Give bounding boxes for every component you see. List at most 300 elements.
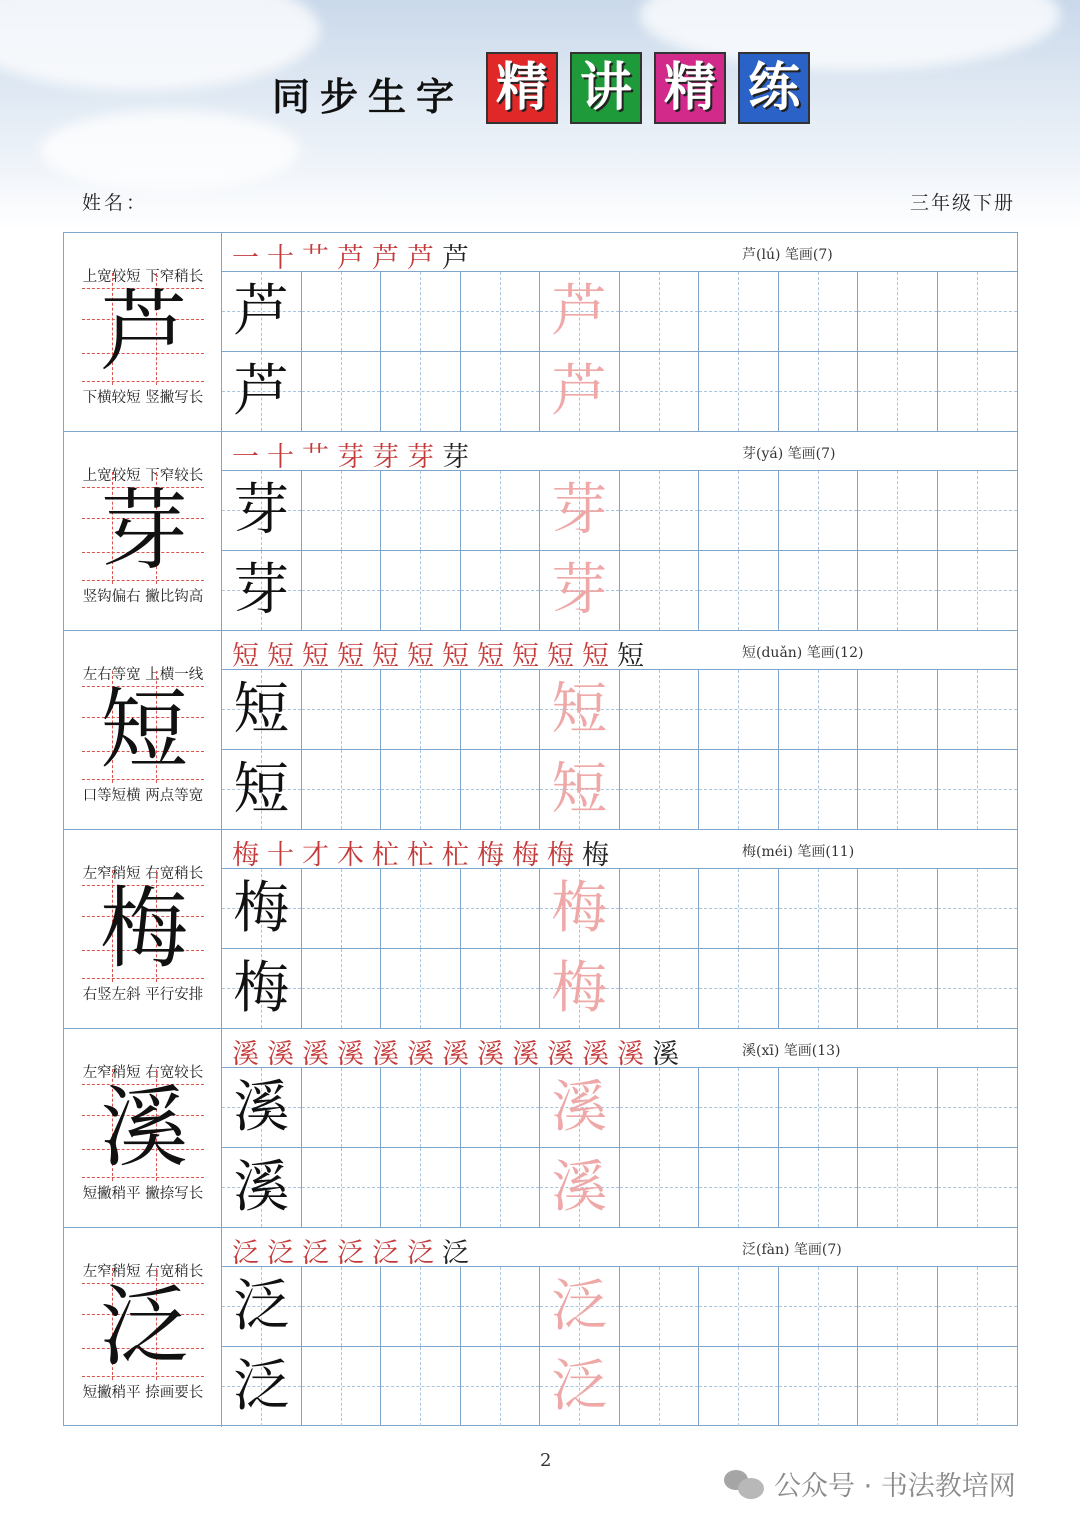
cell-guide [420, 1148, 421, 1228]
cell-guide [977, 670, 978, 749]
cell-guide [659, 750, 660, 830]
stroke-step: 梅 [477, 840, 512, 871]
practice-cell[interactable] [620, 1267, 700, 1347]
cell-guide [500, 670, 501, 749]
cell-guide [420, 1347, 421, 1427]
practice-cell[interactable] [381, 471, 461, 551]
cell-guide [500, 750, 501, 830]
practice-cell[interactable] [858, 352, 938, 432]
stroke-step: 泛 [302, 1238, 337, 1269]
stroke-step: 泛 [267, 1238, 302, 1269]
sample-character: 芽 [233, 478, 290, 543]
practice-cell[interactable] [461, 1347, 541, 1427]
model-character: 溪 [99, 1076, 188, 1179]
stroke-step: 短 [337, 641, 372, 672]
trace-character: 梅 [551, 876, 608, 941]
badge-jiang: 讲 [570, 52, 642, 124]
practice-cell[interactable] [779, 272, 859, 352]
stroke-step: 溪 [582, 1039, 617, 1070]
stroke-step: 溪 [442, 1039, 477, 1070]
cell-guide [897, 869, 898, 948]
character-info: 芦(lú) 笔画(7) [742, 247, 833, 263]
stroke-step: 杧 [372, 840, 407, 871]
sample-character: 芦 [233, 279, 290, 344]
trace-character: 溪 [551, 1075, 608, 1140]
practice-cell[interactable] [779, 670, 859, 750]
practice-cell[interactable] [540, 949, 620, 1029]
stroke-step: 十 [267, 840, 302, 871]
practice-cell[interactable] [699, 352, 779, 432]
stroke-step: 梅 [547, 840, 582, 871]
practice-cell[interactable] [858, 949, 938, 1029]
practice-cell[interactable] [938, 471, 1018, 551]
cell-guide [977, 272, 978, 351]
trace-character: 泛 [551, 1274, 608, 1339]
sample-character: 溪 [233, 1075, 290, 1140]
practice-cell[interactable] [620, 1068, 700, 1148]
cell-guide [341, 551, 342, 631]
practice-cell[interactable] [938, 1068, 1018, 1148]
character-info: 短(duǎn) 笔画(12) [742, 645, 864, 661]
practice-row [222, 551, 1017, 631]
practice-cell[interactable] [620, 750, 700, 830]
sample-character: 泛 [233, 1274, 290, 1339]
watermark-text: 公众号 · 书法教培网 [774, 1471, 1016, 1502]
cell-guide [738, 551, 739, 631]
practice-cell[interactable] [858, 471, 938, 551]
writing-tip-top: 左窄稍短 右宽稍长 [82, 1264, 204, 1280]
practice-cell[interactable] [779, 551, 859, 631]
practice-cell[interactable] [699, 750, 779, 830]
stroke-sequence [232, 634, 652, 673]
cell-guide [341, 471, 342, 550]
cell-guide [659, 949, 660, 1029]
practice-cell[interactable] [381, 1267, 461, 1347]
practice-cell[interactable] [540, 750, 620, 830]
stroke-step: 短 [582, 641, 617, 672]
stroke-step: 泛 [407, 1238, 442, 1269]
stroke-step: 木 [337, 840, 372, 871]
practice-cell[interactable] [461, 1267, 541, 1347]
stroke-step: 才 [302, 840, 337, 871]
practice-row [222, 1267, 1017, 1347]
cell-guide [897, 949, 898, 1029]
trace-character: 短 [551, 677, 608, 742]
stroke-step: 芽 [442, 442, 477, 473]
practice-cell[interactable] [540, 869, 620, 949]
practice-cell[interactable] [461, 949, 541, 1029]
practice-cell[interactable] [222, 949, 302, 1029]
practice-cell[interactable] [302, 1068, 382, 1148]
grade-label: 三年级下册 [910, 192, 1016, 214]
practice-cell[interactable] [222, 352, 302, 432]
model-character-cell [64, 631, 222, 829]
practice-cell[interactable] [938, 1267, 1018, 1347]
stroke-step: 溪 [372, 1039, 407, 1070]
trace-character: 梅 [551, 955, 608, 1021]
practice-row [222, 869, 1017, 949]
page-title: 同步生字 [272, 75, 465, 119]
model-character: 短 [99, 678, 188, 781]
cell-guide [341, 1068, 342, 1147]
cell-guide [420, 949, 421, 1029]
cell-guide [420, 352, 421, 432]
model-character-cell [64, 830, 222, 1028]
stroke-step: 芽 [337, 442, 372, 473]
cell-guide [738, 1267, 739, 1346]
stroke-step: 溪 [302, 1039, 337, 1070]
practice-row [222, 1347, 1017, 1427]
cell-guide [818, 949, 819, 1029]
practice-cell[interactable] [858, 1068, 938, 1148]
practice-cell[interactable] [381, 551, 461, 631]
cell-guide [500, 1068, 501, 1147]
practice-cell[interactable] [540, 352, 620, 432]
practice-cell[interactable] [222, 869, 302, 949]
practice-cell[interactable] [620, 352, 700, 432]
cell-guide [738, 1068, 739, 1147]
stroke-sequence [232, 1231, 477, 1270]
wechat-icon [724, 1468, 764, 1500]
character-info: 泛(fàn) 笔画(7) [742, 1242, 842, 1258]
practice-cell[interactable] [779, 949, 859, 1029]
practice-cell[interactable] [540, 471, 620, 551]
character-section [64, 233, 1017, 432]
practice-cell[interactable] [540, 551, 620, 631]
practice-cell[interactable] [222, 272, 302, 352]
stroke-step: 短 [617, 641, 652, 672]
stroke-step: 短 [547, 641, 582, 672]
cell-guide [738, 750, 739, 830]
cell-guide [738, 949, 739, 1029]
cell-guide [897, 670, 898, 749]
practice-cell[interactable] [461, 551, 541, 631]
practice-cell[interactable] [779, 471, 859, 551]
cell-guide [818, 272, 819, 351]
practice-cell[interactable] [381, 750, 461, 830]
practice-cell[interactable] [381, 869, 461, 949]
stroke-step: 溪 [232, 1039, 267, 1070]
practice-cell[interactable] [858, 750, 938, 830]
cell-guide [977, 1068, 978, 1147]
stroke-step: 一 [232, 243, 267, 274]
cell-guide [659, 1267, 660, 1346]
practice-cell[interactable] [779, 352, 859, 432]
practice-cell[interactable] [302, 471, 382, 551]
cell-guide [818, 1068, 819, 1147]
practice-cell[interactable] [699, 670, 779, 750]
practice-cell[interactable] [302, 352, 382, 432]
practice-cell[interactable] [699, 869, 779, 949]
practice-cell[interactable] [699, 949, 779, 1029]
practice-cell[interactable] [620, 272, 700, 352]
writing-tip-bottom: 短撇稍平 捺画要长 [82, 1385, 204, 1401]
stroke-step: 梅 [232, 840, 267, 871]
practice-cell[interactable] [302, 750, 382, 830]
stroke-step: 梅 [582, 840, 617, 871]
practice-row [222, 352, 1017, 432]
stroke-step: 芽 [372, 442, 407, 473]
cell-guide [500, 1148, 501, 1228]
practice-cell[interactable] [381, 1068, 461, 1148]
cell-guide [659, 670, 660, 749]
cell-guide [738, 352, 739, 432]
cell-guide [977, 1148, 978, 1228]
stroke-step: 溪 [652, 1039, 687, 1070]
practice-cell[interactable] [620, 670, 700, 750]
practice-cell[interactable] [938, 1347, 1018, 1427]
badge-jing-1: 精 [486, 52, 558, 124]
cell-guide [341, 352, 342, 432]
cell-guide [420, 869, 421, 948]
practice-cell[interactable] [699, 1267, 779, 1347]
character-section [64, 631, 1017, 830]
cell-guide [500, 1267, 501, 1346]
stroke-order-row [222, 1228, 1017, 1267]
practice-cell[interactable] [302, 1267, 382, 1347]
model-character-cell [64, 1029, 222, 1227]
character-section [64, 830, 1017, 1029]
cell-guide [897, 471, 898, 550]
practice-cell[interactable] [938, 869, 1018, 949]
trace-character: 泛 [551, 1353, 608, 1419]
practice-cell[interactable] [699, 1347, 779, 1427]
practice-cell[interactable] [461, 670, 541, 750]
practice-cell[interactable] [381, 1148, 461, 1228]
cell-guide [818, 750, 819, 830]
stroke-step: 溪 [477, 1039, 512, 1070]
page-number: 2 [540, 1450, 552, 1471]
practice-cell[interactable] [540, 1267, 620, 1347]
practice-cell[interactable] [620, 471, 700, 551]
stroke-order-row [222, 631, 1017, 670]
cell-guide [738, 1148, 739, 1228]
practice-cell[interactable] [461, 1068, 541, 1148]
stroke-step: 溪 [547, 1039, 582, 1070]
practice-cell[interactable] [461, 352, 541, 432]
trace-character: 芽 [551, 478, 608, 543]
practice-cell[interactable] [540, 670, 620, 750]
cell-guide [897, 750, 898, 830]
practice-cell[interactable] [938, 352, 1018, 432]
trace-character: 溪 [551, 1154, 608, 1220]
stroke-step: 芦 [407, 243, 442, 274]
practice-cell[interactable] [938, 750, 1018, 830]
trace-character: 短 [551, 756, 608, 822]
practice-cell[interactable] [858, 1148, 938, 1228]
cell-guide [420, 272, 421, 351]
cell-guide [659, 551, 660, 631]
cell-guide [977, 949, 978, 1029]
practice-cell[interactable] [461, 1148, 541, 1228]
practice-cell[interactable] [381, 949, 461, 1029]
cell-guide [659, 272, 660, 351]
writing-tip-top: 上宽较短 下窄较长 [82, 468, 204, 484]
cell-guide [420, 1068, 421, 1147]
practice-cell[interactable] [381, 670, 461, 750]
practice-cell[interactable] [938, 1148, 1018, 1228]
stroke-step: 芦 [372, 243, 407, 274]
writing-tip-bottom: 右竖左斜 平行安排 [82, 987, 204, 1003]
cell-guide [897, 1267, 898, 1346]
practice-cell[interactable] [938, 670, 1018, 750]
practice-cell[interactable] [540, 272, 620, 352]
writing-tip-top: 上宽较短 下窄稍长 [82, 269, 204, 285]
practice-row [222, 1068, 1017, 1148]
cell-guide [341, 949, 342, 1029]
stroke-order-row [222, 432, 1017, 471]
cell-guide [818, 551, 819, 631]
practice-cell[interactable] [461, 750, 541, 830]
trace-character: 芽 [551, 557, 608, 623]
practice-cell[interactable] [779, 1347, 859, 1427]
cell-guide [500, 869, 501, 948]
sample-character: 芽 [233, 557, 290, 623]
practice-cell[interactable] [620, 551, 700, 631]
cell-guide [659, 1148, 660, 1228]
practice-cell[interactable] [699, 272, 779, 352]
cell-guide [500, 471, 501, 550]
practice-cell[interactable] [699, 1068, 779, 1148]
stroke-step: 短 [477, 641, 512, 672]
practice-cell[interactable] [620, 1347, 700, 1427]
cell-guide [897, 551, 898, 631]
stroke-step: 艹 [302, 442, 337, 473]
stroke-step: 梅 [512, 840, 547, 871]
stroke-step: 艹 [302, 243, 337, 274]
cell-guide [659, 869, 660, 948]
practice-cell[interactable] [858, 1347, 938, 1427]
cell-guide [420, 1267, 421, 1346]
practice-row [222, 750, 1017, 830]
practice-cell[interactable] [858, 670, 938, 750]
character-info: 芽(yá) 笔画(7) [742, 446, 836, 462]
title-badges [486, 52, 810, 124]
practice-cell[interactable] [858, 869, 938, 949]
practice-cell[interactable] [461, 471, 541, 551]
practice-cell[interactable] [540, 1068, 620, 1148]
cell-guide [977, 869, 978, 948]
stroke-order-row [222, 233, 1017, 272]
character-section [64, 1228, 1017, 1427]
cell-guide [341, 272, 342, 351]
writing-tip-top: 左窄稍短 右宽较长 [82, 1065, 204, 1081]
character-info: 梅(méi) 笔画(11) [742, 844, 855, 860]
cell-guide [977, 551, 978, 631]
practice-cell[interactable] [222, 670, 302, 750]
badge-lian: 练 [738, 52, 810, 124]
practice-cell[interactable] [858, 551, 938, 631]
cell-guide [420, 551, 421, 631]
practice-cell[interactable] [938, 272, 1018, 352]
sample-character: 短 [233, 756, 290, 822]
cell-guide [897, 1068, 898, 1147]
practice-cell[interactable] [381, 272, 461, 352]
sample-character: 泛 [233, 1353, 290, 1419]
cell-guide [659, 471, 660, 550]
practice-row [222, 1148, 1017, 1228]
practice-cell[interactable] [620, 869, 700, 949]
character-section [64, 432, 1017, 631]
practice-cell[interactable] [222, 1347, 302, 1427]
stroke-step: 泛 [442, 1238, 477, 1269]
practice-cell[interactable] [302, 551, 382, 631]
cell-guide [659, 1068, 660, 1147]
practice-cell[interactable] [779, 1267, 859, 1347]
practice-cell[interactable] [938, 551, 1018, 631]
cell-guide [738, 471, 739, 550]
practice-cell[interactable] [302, 869, 382, 949]
practice-cell[interactable] [461, 272, 541, 352]
cell-guide [659, 1347, 660, 1427]
practice-cell[interactable] [620, 949, 700, 1029]
trace-character: 芦 [551, 279, 608, 344]
cell-guide [897, 272, 898, 351]
stroke-step: 短 [512, 641, 547, 672]
practice-cell[interactable] [222, 471, 302, 551]
stroke-step: 泛 [372, 1238, 407, 1269]
practice-cell[interactable] [858, 1267, 938, 1347]
practice-cell[interactable] [222, 1148, 302, 1228]
practice-cell[interactable] [699, 471, 779, 551]
practice-cell[interactable] [461, 869, 541, 949]
stroke-step: 溪 [407, 1039, 442, 1070]
practice-cell[interactable] [222, 1267, 302, 1347]
practice-sheet [63, 232, 1018, 1426]
practice-cell[interactable] [302, 670, 382, 750]
cell-guide [818, 352, 819, 432]
practice-cell[interactable] [540, 1347, 620, 1427]
stroke-step: 短 [407, 641, 442, 672]
practice-cell[interactable] [779, 750, 859, 830]
practice-cell[interactable] [222, 1068, 302, 1148]
practice-cell[interactable] [699, 1148, 779, 1228]
practice-cell[interactable] [779, 869, 859, 949]
cell-guide [420, 750, 421, 830]
model-character: 芦 [99, 280, 188, 383]
stroke-step: 溪 [512, 1039, 547, 1070]
practice-cell[interactable] [302, 949, 382, 1029]
practice-cell[interactable] [699, 551, 779, 631]
practice-cell[interactable] [381, 352, 461, 432]
cell-guide [738, 670, 739, 749]
trace-character: 芦 [551, 358, 608, 424]
stroke-sequence [232, 1032, 687, 1071]
practice-cell[interactable] [381, 1347, 461, 1427]
practice-cell[interactable] [779, 1068, 859, 1148]
model-character: 芽 [99, 479, 188, 582]
stroke-sequence [232, 435, 477, 474]
practice-cell[interactable] [938, 949, 1018, 1029]
practice-cell[interactable] [540, 1148, 620, 1228]
practice-cell[interactable] [222, 750, 302, 830]
practice-row [222, 949, 1017, 1029]
cell-guide [897, 1148, 898, 1228]
cell-guide [341, 1267, 342, 1346]
practice-cell[interactable] [302, 272, 382, 352]
practice-cell[interactable] [858, 272, 938, 352]
writing-tip-bottom: 短撇稍平 撇捺写长 [82, 1186, 204, 1202]
practice-cell[interactable] [302, 1347, 382, 1427]
stroke-step: 溪 [337, 1039, 372, 1070]
practice-cell[interactable] [302, 1148, 382, 1228]
stroke-sequence [232, 833, 617, 872]
practice-cell[interactable] [779, 1148, 859, 1228]
practice-cell[interactable] [222, 551, 302, 631]
cloud-decoration [40, 110, 300, 190]
writing-tip-bottom: 口等短横 两点等宽 [82, 788, 204, 804]
practice-cell[interactable] [620, 1148, 700, 1228]
